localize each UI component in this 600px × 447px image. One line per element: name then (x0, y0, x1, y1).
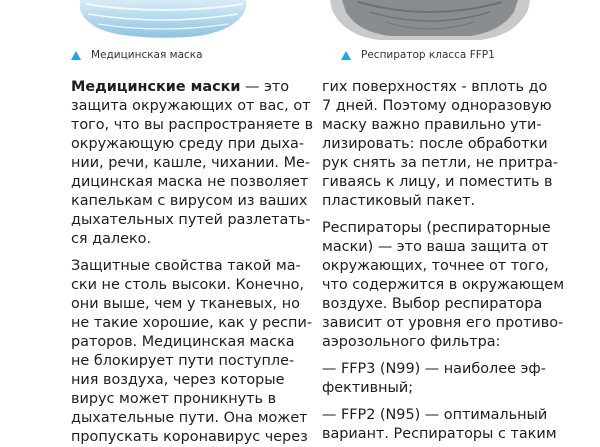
text-line: пропускать коронавирус через (71, 429, 308, 445)
text-line: капелькам с вирусом из ваших (71, 193, 308, 209)
paragraph (71, 78, 314, 249)
text-line: зависит от уровня его противо- (322, 315, 564, 331)
text-line: дыхательных путей разлетать- (71, 212, 311, 228)
text-line: пластиковый пакет. (322, 193, 476, 209)
text-line: — FFP3 (N99) — наиболее эф- (322, 361, 546, 377)
text-line: гиваясь к лицу, и поместить в (322, 174, 553, 190)
caption-text: Медицинская маска (91, 49, 203, 61)
text-line: ния воздуха, через которые (71, 372, 285, 388)
triangle-marker-icon (71, 51, 81, 60)
text-line: маски) — это ваша защита от (322, 239, 549, 255)
text-line: окружающую среду при дыха- (71, 136, 305, 152)
text-line: рук снять за петли, не притра- (322, 155, 558, 171)
triangle-marker-icon (341, 51, 351, 60)
text-line: они выше, чем у тканевых, но (71, 296, 300, 312)
text-line: маску важно правильно ути- (322, 117, 542, 133)
caption-medical-mask (71, 49, 203, 61)
text-line: аэрозольного фильтра: (322, 334, 501, 350)
text-line: Медицинские маски — это (71, 79, 290, 95)
text-line: раторов. Медицинская маска (71, 334, 295, 350)
text-line: что содержится в окружающем (322, 277, 565, 293)
text-line: фективный; (322, 380, 414, 396)
paragraph (322, 360, 562, 398)
caption-respirator (341, 49, 495, 61)
text-line: вирус может проникнуть в (71, 391, 277, 407)
text-line: 7 дней. Поэтому одноразовую (322, 98, 552, 114)
text-line: окружающих, точнее от того, (322, 258, 549, 274)
text-line: воздухе. Выбор респиратора (322, 296, 543, 312)
text-line: ски не столь высоки. Конечно, (71, 277, 305, 293)
text-line: нии, речи, кашле, чихании. Ме- (71, 155, 311, 171)
text-line: не такие хорошие, как у респи- (71, 315, 313, 331)
medical-mask-image (78, 0, 253, 42)
text-line: того, что вы распространяете в (71, 117, 314, 133)
text-line: лизировать: после обработки (322, 136, 548, 152)
text-line: — FFP2 (N95) — оптимальный (322, 407, 548, 423)
text-line: не блокирует пути поступле- (71, 353, 295, 369)
text-line: дыхательные пути. Она может (71, 410, 308, 426)
text-line: ся далеко. (71, 231, 152, 247)
text-line: вариант. Респираторы с таким (322, 426, 557, 442)
left-text-column (71, 78, 314, 447)
right-text-column (322, 78, 565, 444)
paragraph (71, 257, 313, 447)
text-line: гих поверхностях - вплоть до (322, 79, 548, 95)
paragraph (322, 219, 565, 352)
paragraph (322, 406, 562, 444)
text-line: Защитные свойства такой ма- (71, 258, 301, 274)
text-line: Респираторы (респираторные (322, 220, 551, 236)
text-line: дицинская маска не позволяет (71, 174, 309, 190)
bold-term: Медицинские маски (71, 79, 241, 95)
caption-text: Респиратор класса FFP1 (361, 49, 495, 61)
respirator-image (330, 0, 530, 42)
text-line: защита окружающих от вас, от (71, 98, 311, 114)
paragraph (322, 78, 562, 211)
